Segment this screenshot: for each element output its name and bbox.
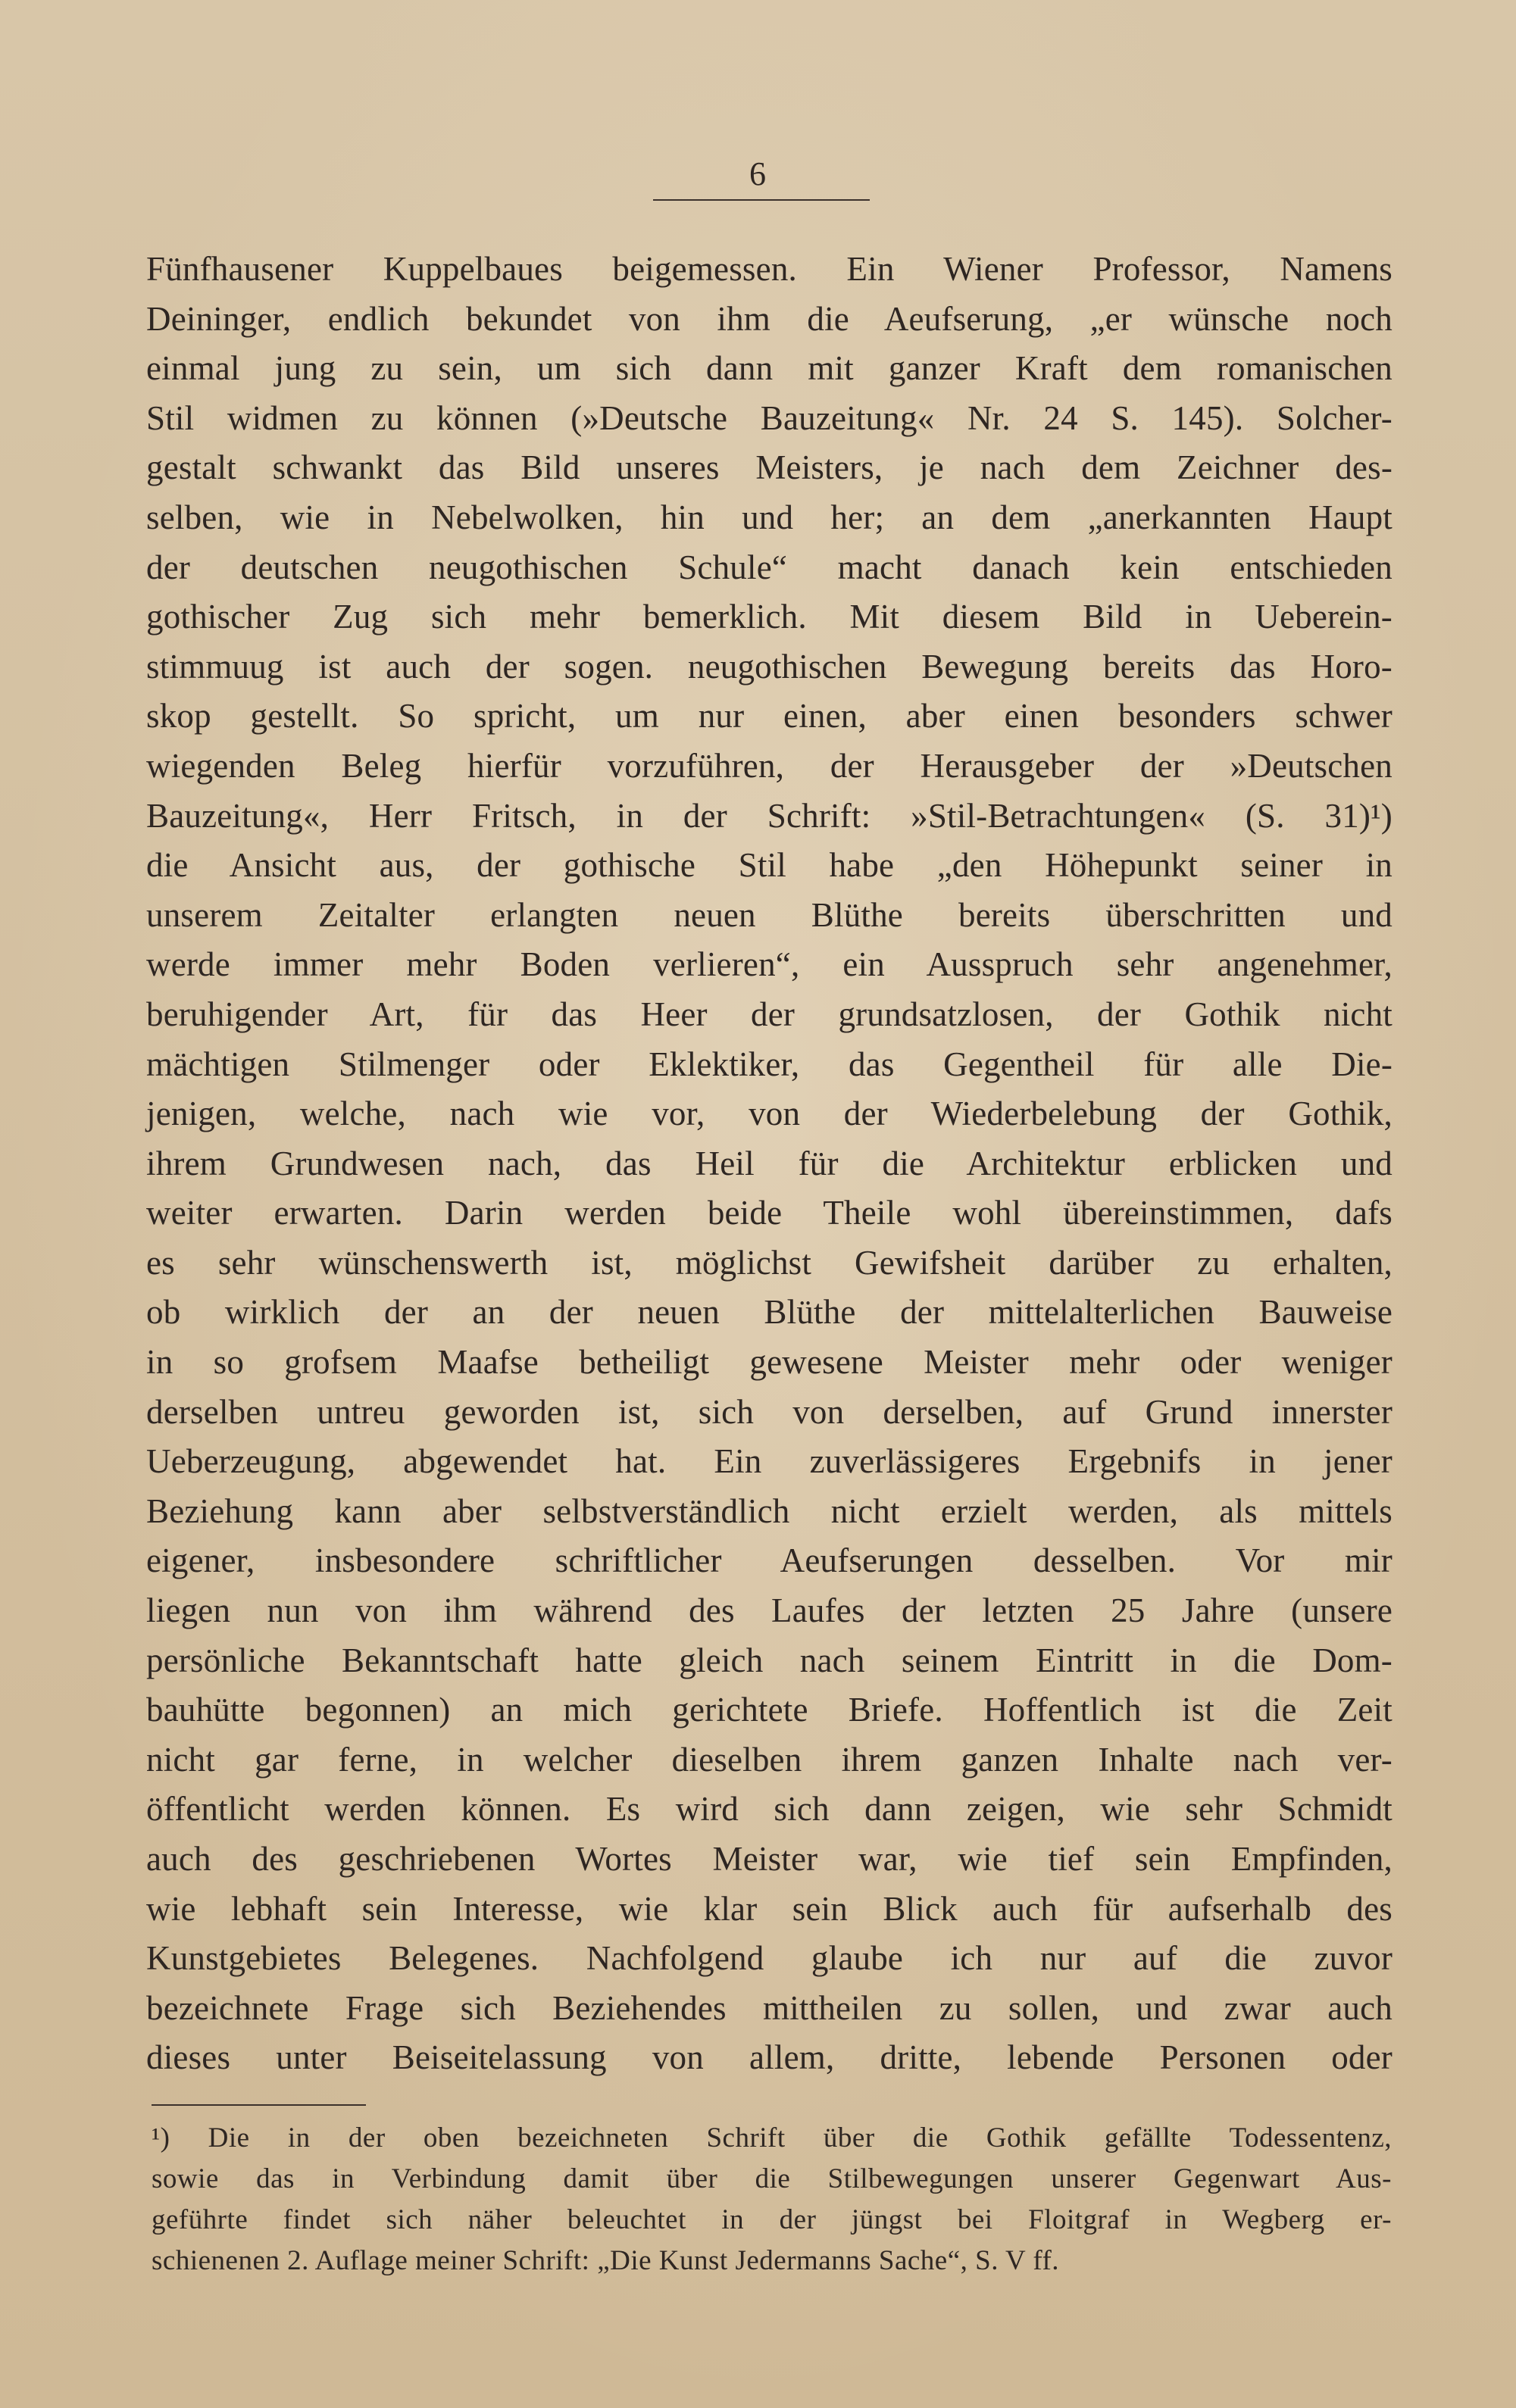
text-line: Beziehung kann aber selbstverständlich nicht erzielt werden, als mittels: [146, 1491, 1393, 1530]
text-line: gestalt schwankt das Bild unseres Meisters, je nach dem Zeichner des-: [146, 448, 1393, 487]
text-line: jenigen, welche, nach wie vor, von der Wiederbelebung der Gothik,: [146, 1095, 1393, 1133]
text-line: Ueberzeugung, abgewendet hat. Ein zuverlässigeres Ergebnifs in jener: [146, 1442, 1393, 1481]
text-line: Bauzeitung«, Herr Fritsch, in der Schrift: »Stil-Betrachtungen« (S. 31)¹): [146, 796, 1393, 835]
footnote-line: schienenen 2. Auflage meiner Schrift: „Die Kunst Jedermanns Sache“, S. V ff.: [152, 2245, 1060, 2276]
text-line: selben, wie in Nebelwolken, hin und her; an dem „anerkannten Haupt: [146, 498, 1393, 536]
text-line: wiegenden Beleg hierfür vorzuführen, der Herausgeber der »Deutschen: [146, 746, 1393, 785]
body-text: [146, 245, 1393, 2083]
text-line: Kunstgebietes Belegenes. Nachfolgend glaube ich nur auf die zuvor: [146, 1939, 1393, 1978]
text-line: stimmuug ist auch der sogen. neugothischen Bewegung bereits das Horo-: [146, 647, 1393, 686]
text-line: persönliche Bekanntschaft hatte gleich nach seinem Eintritt in die Dom-: [146, 1641, 1393, 1679]
text-line: ob wirklich der an der neuen Blüthe der mittelalterlichen Bauweise: [146, 1293, 1393, 1332]
text-line: einmal jung zu sein, um sich dann mit ganzer Kraft dem romanischen: [146, 349, 1393, 388]
footnote-line: geführte findet sich näher beleuchtet in der jüngst bei Floitgraf in Wegberg er-: [152, 2204, 1392, 2235]
text-line: die Ansicht aus, der gothische Stil habe „den Höhepunkt seiner in: [146, 846, 1393, 885]
text-line: bezeichnete Frage sich Beziehendes mittheilen zu sollen, und zwar auch: [146, 1988, 1393, 2027]
footnote: [152, 2118, 1392, 2282]
text-line: eigener, insbesondere schriftlicher Aeufserungen desselben. Vor mir: [146, 1541, 1393, 1580]
header-rule: [653, 199, 870, 201]
text-line: Stil widmen zu können (»Deutsche Bauzeitung« Nr. 24 S. 145). Solcher-: [146, 398, 1393, 437]
text-line: skop gestellt. So spricht, um nur einen, aber einen besonders schwer: [146, 697, 1393, 736]
text-line: ihrem Grundwesen nach, das Heil für die Architektur erblicken und: [146, 1144, 1393, 1182]
footnote-rule: [152, 2104, 366, 2106]
page-number: 6: [749, 155, 766, 192]
text-line: liegen nun von ihm während des Laufes der letzten 25 Jahre (unsere: [146, 1591, 1393, 1630]
footnote-line: ¹) Die in der oben bezeichneten Schrift über die Gothik gefällte Todessentenz,: [152, 2122, 1392, 2153]
text-line: werde immer mehr Boden verlieren“, ein Ausspruch sehr angenehmer,: [146, 945, 1393, 984]
text-line: dieses unter Beiseitelassung von allem, dritte, lebende Personen oder: [146, 2038, 1393, 2077]
text-line: wie lebhaft sein Interesse, wie klar sein Blick auch für aufserhalb des: [146, 1889, 1393, 1928]
text-line: öffentlicht werden können. Es wird sich dann zeigen, wie sehr Schmidt: [146, 1790, 1393, 1829]
text-line: Fünfhausener Kuppelbaues beigemessen. Ein Wiener Professor, Namens: [146, 250, 1393, 288]
text-line: auch des geschriebenen Wortes Meister war, wie tief sein Empfinden,: [146, 1840, 1393, 1878]
text-line: derselben untreu geworden ist, sich von derselben, auf Grund innerster: [146, 1392, 1393, 1431]
text-line: nicht gar ferne, in welcher dieselben ihrem ganzen Inhalte nach ver-: [146, 1740, 1393, 1779]
text-line: weiter erwarten. Darin werden beide Theile wohl übereinstimmen, dafs: [146, 1194, 1393, 1232]
text-line: beruhigender Art, für das Heer der grundsatzlosen, der Gothik nicht: [146, 995, 1393, 1033]
text-line: gothischer Zug sich mehr bemerklich. Mit diesem Bild in Ueberein-: [146, 598, 1393, 636]
text-line: der deutschen neugothischen Schule“ macht danach kein entschieden: [146, 548, 1393, 586]
text-line: es sehr wünschenswerth ist, möglichst Gewifsheit darüber zu erhalten,: [146, 1243, 1393, 1282]
text-line: unserem Zeitalter erlangten neuen Blüthe bereits überschritten und: [146, 895, 1393, 934]
text-line: in so grofsem Maafse betheiligt gewesene Meister mehr oder weniger: [146, 1343, 1393, 1382]
text-line: mächtigen Stilmenger oder Eklektiker, das Gegentheil für alle Die-: [146, 1045, 1393, 1083]
text-line: Deininger, endlich bekundet von ihm die Aeufserung, „er wünsche noch: [146, 299, 1393, 338]
footnote-line: sowie das in Verbindung damit über die Stilbewegungen unserer Gegenwart Aus-: [152, 2163, 1392, 2194]
text-line: bauhütte begonnen) an mich gerichtete Briefe. Hoffentlich ist die Zeit: [146, 1691, 1393, 1729]
